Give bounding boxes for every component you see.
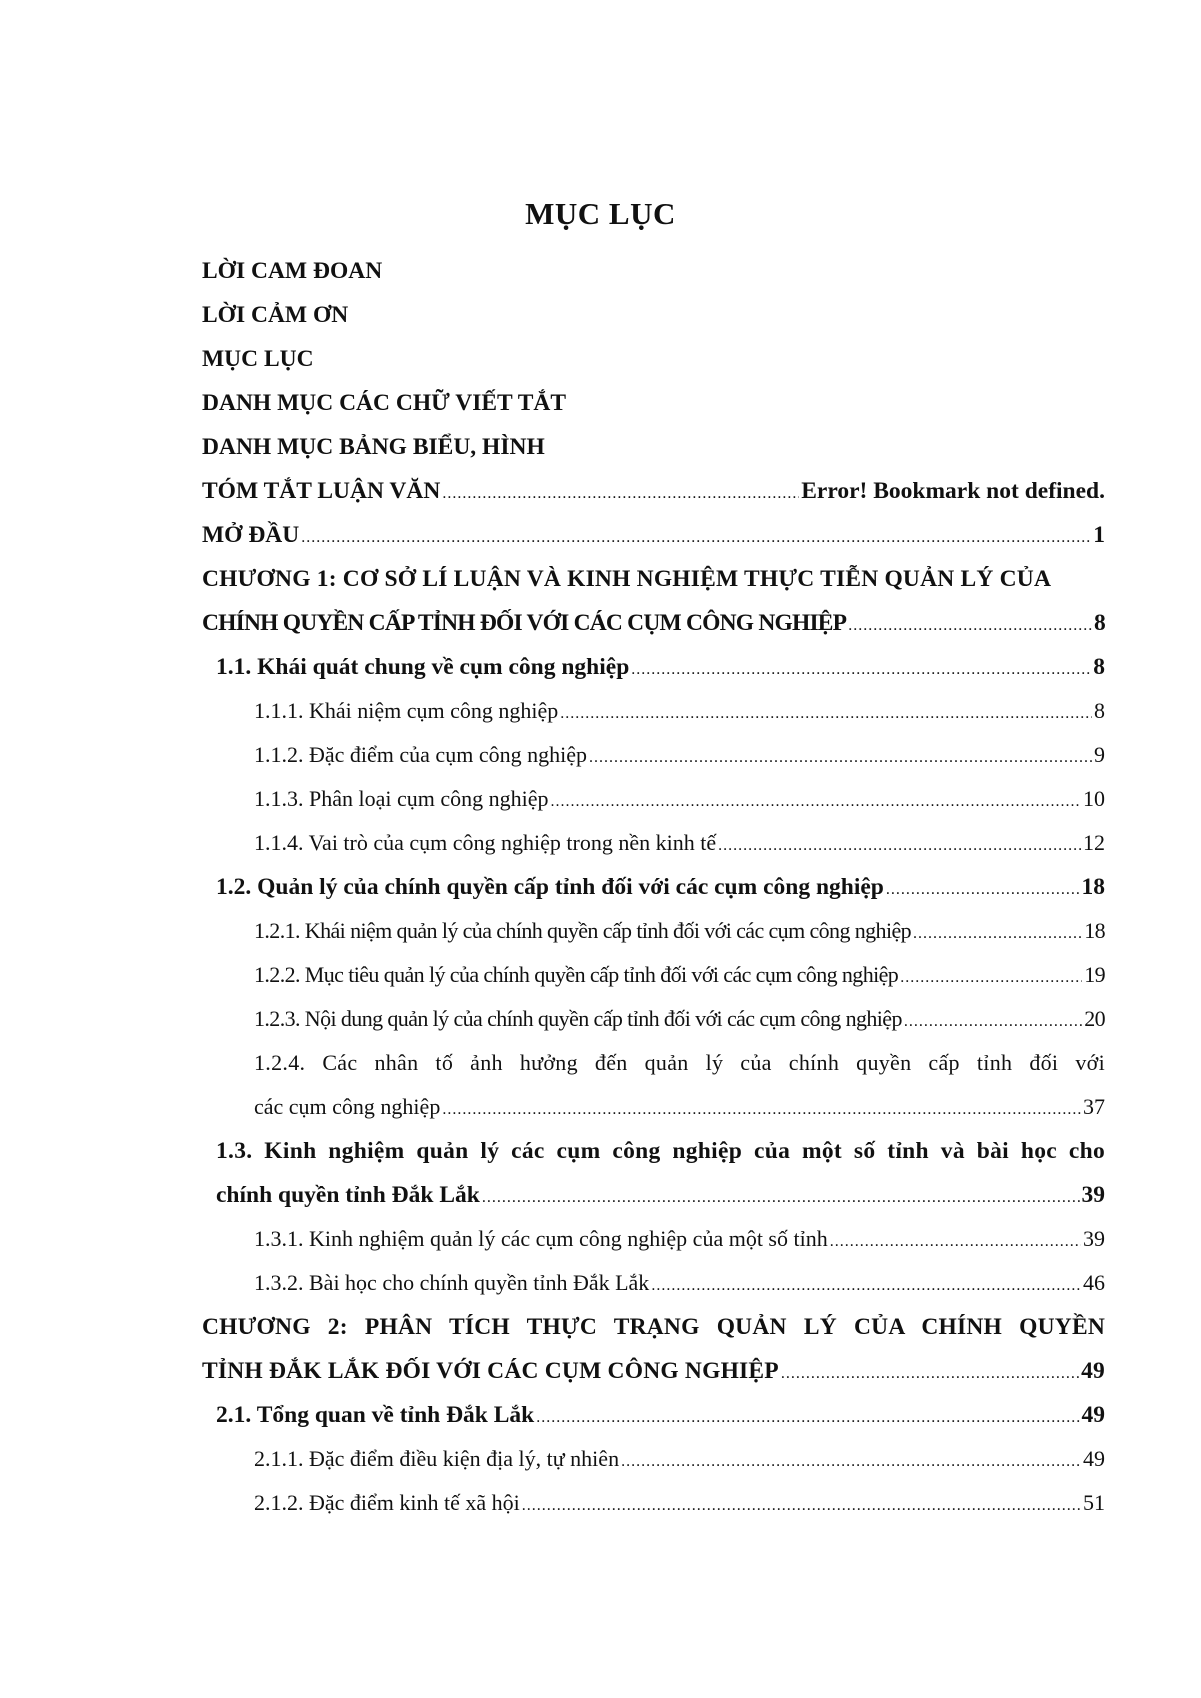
toc-entry-label: CHƯƠNG 1: CƠ SỞ LÍ LUẬN VÀ KINH NGHIỆM THỰC TIỄN QUẢN LÝ CỦA [202,566,1052,592]
toc-page-number: 8 [1094,610,1105,636]
dot-leader [781,1349,1079,1396]
toc-section[interactable] [202,865,1105,909]
toc-entry-label: CHÍNH QUYỀN CẤP TỈNH ĐỐI VỚI CÁC CỤM CÔNG NGHIỆP [202,610,847,636]
dot-leader [718,821,1081,868]
toc-subsection[interactable] [202,953,1105,997]
toc-page-number: Error! Bookmark not defined. [801,478,1105,504]
toc-chapter-line-1[interactable] [202,557,1105,601]
toc-entry-label: các cụm công nghiệp [254,1094,441,1119]
toc-page-number: 9 [1094,742,1105,767]
toc-entry-label: CHƯƠNG 2: PHÂN TÍCH THỰC TRẠNG QUẢN LÝ CỦA CHÍNH QUYỀN [202,1314,1105,1340]
toc-section[interactable] [202,645,1105,689]
toc-chapter-line-1[interactable] [202,1305,1105,1349]
toc-page-number: 20 [1084,1006,1105,1031]
toc-entry-label: LỜI CAM ĐOAN [202,258,383,284]
toc-page-number: 49 [1083,1446,1105,1471]
toc-section-line-2[interactable] [202,1173,1105,1217]
toc-page-number: 49 [1081,1358,1105,1384]
dot-leader [536,1393,1079,1440]
dot-leader [848,601,1092,648]
toc-page-number: 10 [1083,786,1105,811]
toc-page-number: 39 [1081,1182,1105,1208]
toc-entry-label: 1.1.2. Đặc điểm của cụm công nghiệp [254,742,587,767]
toc-title: MỤC LỤC [525,196,676,231]
toc-entry-label: 1.2.3. Nội dung quản lý của chính quyền cấp tỉnh đối với các cụm công nghiệp [254,1006,902,1031]
toc-subsection[interactable] [202,777,1105,821]
toc-subsection[interactable] [202,909,1105,953]
toc-entry-label: MỤC LỤC [202,346,314,372]
toc-subsection[interactable] [202,1261,1105,1305]
toc-entry-label: 1.2.2. Mục tiêu quản lý của chính quyền cấp tỉnh đối với các cụm công nghiệp [254,962,899,987]
toc-page-number: 51 [1083,1490,1105,1515]
toc-entry-label: TÓM TẮT LUẬN VĂN [202,478,441,504]
toc-subsection[interactable] [202,1437,1105,1481]
toc-subsection[interactable] [202,1217,1105,1261]
toc-entry[interactable] [202,513,1105,557]
toc-subsection[interactable] [202,733,1105,777]
toc-page-number: 18 [1081,874,1105,900]
toc-subsection[interactable] [202,1481,1105,1525]
dot-leader [886,865,1080,912]
toc-entry[interactable] [202,249,1105,293]
dot-leader [631,645,1091,692]
dot-leader [621,1437,1081,1484]
toc-page-number: 8 [1094,698,1105,723]
toc-page-number: 8 [1093,654,1105,680]
toc-page-number: 12 [1083,830,1105,855]
dot-leader [551,777,1081,824]
toc-entry-label: 1.2. Quản lý của chính quyền cấp tỉnh đối với các cụm công nghiệp [216,874,884,900]
toc-entry-label: 2.1. Tổng quan về tỉnh Đắk Lắk [216,1402,535,1428]
dot-leader [900,953,1082,1000]
toc-chapter-line-2[interactable] [202,1349,1105,1393]
toc-entry[interactable] [202,425,1105,469]
toc-entry-label: 1.3.1. Kinh nghiệm quản lý các cụm công nghiệp của một số tỉnh [254,1226,828,1251]
table-of-contents [202,249,1105,1525]
toc-entry-label: 1.3.2. Bài học cho chính quyền tỉnh Đắk Lắk [254,1270,650,1295]
toc-entry-label: MỞ ĐẦU [202,522,300,548]
toc-entry-label: 1.1.3. Phân loại cụm công nghiệp [254,786,549,811]
toc-chapter-line-2[interactable] [202,601,1105,645]
toc-entry-label: 1.2.1. Khái niệm quản lý của chính quyền cấp tỉnh đối với các cụm công nghiệp [254,918,912,943]
toc-section[interactable] [202,1393,1105,1437]
toc-entry[interactable] [202,337,1105,381]
dot-leader [651,1261,1081,1308]
dot-leader [830,1217,1081,1264]
toc-page-number: 49 [1081,1402,1105,1428]
dot-leader [442,469,799,516]
dot-leader [482,1173,1080,1220]
dot-leader [442,1085,1081,1132]
toc-entry-label: 1.2.4. Các nhân tố ảnh hưởng đến quản lý của chính quyền cấp tỉnh đối với [254,1050,1105,1075]
toc-entry[interactable] [202,381,1105,425]
toc-entry-label: 2.1.1. Đặc điểm điều kiện địa lý, tự nhiên [254,1446,620,1471]
toc-entry-label: 1.1.4. Vai trò của cụm công nghiệp trong nền kinh tế [254,830,717,855]
toc-page-number: 1 [1093,522,1105,548]
dot-leader [913,909,1082,956]
dot-leader [904,997,1082,1044]
toc-page-number: 18 [1084,918,1105,943]
toc-entry[interactable] [202,293,1105,337]
toc-page-number: 46 [1083,1270,1105,1295]
toc-entry-label: 1.1. Khái quát chung về cụm công nghiệp [216,654,630,680]
toc-entry-label: LỜI CẢM ƠN [202,302,349,328]
toc-entry[interactable] [202,469,1105,513]
toc-page-number: 39 [1083,1226,1105,1251]
toc-entry-label: 1.1.1. Khái niệm cụm công nghiệp [254,698,559,723]
toc-page-number: 37 [1083,1094,1105,1119]
toc-subsection[interactable] [202,689,1105,733]
dot-leader [589,733,1092,780]
toc-subsection-line-2[interactable] [202,1085,1105,1129]
toc-entry-label: TỈNH ĐẮK LẮK ĐỐI VỚI CÁC CỤM CÔNG NGHIỆP [202,1358,779,1384]
toc-entry-label: chính quyền tỉnh Đắk Lắk [216,1182,480,1208]
toc-subsection-line-1[interactable] [202,1041,1105,1085]
toc-subsection[interactable] [202,997,1105,1041]
dot-leader [301,513,1091,560]
toc-entry-label: DANH MỤC CÁC CHỮ VIẾT TẮT [202,390,567,416]
toc-entry-label: 1.3. Kinh nghiệm quản lý các cụm công nghiệp của một số tỉnh và bài học cho [216,1138,1105,1164]
toc-entry-label: DANH MỤC BẢNG BIỂU, HÌNH [202,434,545,460]
toc-page-number: 19 [1084,962,1105,987]
toc-subsection[interactable] [202,821,1105,865]
toc-section-line-1[interactable] [202,1129,1105,1173]
dot-leader [522,1481,1081,1528]
toc-entry-label: 2.1.2. Đặc điểm kinh tế xã hội [254,1490,520,1515]
dot-leader [560,689,1092,736]
